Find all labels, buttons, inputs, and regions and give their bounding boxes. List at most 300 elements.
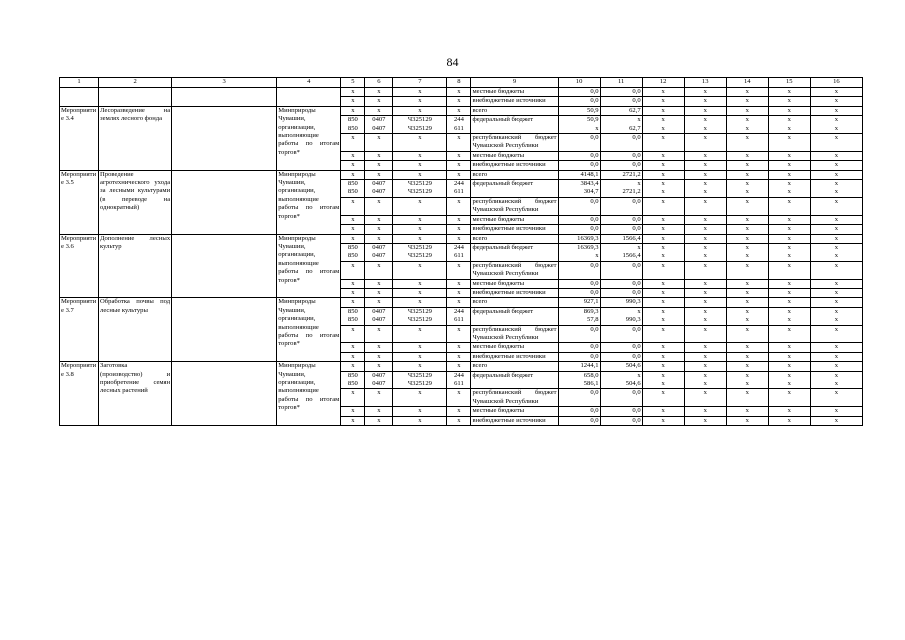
value-cell: 0,0 [600,407,642,416]
header-cell: 14 [726,78,768,88]
cell-c8: х [447,151,471,160]
cell-c8: х [447,362,471,371]
cell-c7: Ч325129 Ч325129 [393,371,447,389]
cell-c7: х [393,170,447,179]
source-cell: республиканский бюджет Чувашской Республики [472,389,557,405]
x-cell: х [684,106,726,115]
x-cell: х [726,170,768,179]
source-cell: федеральный бюджет [471,307,558,325]
table-row [60,362,863,371]
x-cell: х [768,170,810,179]
cell-c7: х [393,288,447,297]
source-cell: местные бюджеты [471,151,558,160]
x-cell: х [726,325,768,343]
x-cell: х х [642,371,684,389]
cell-c6: х [365,325,393,343]
x-cell: х [642,298,684,307]
cell-c5: х [341,261,365,279]
x-cell: х [810,215,862,224]
x-cell: х [726,234,768,243]
continuation-row [60,88,863,97]
x-cell: х [642,288,684,297]
x-cell: х [684,234,726,243]
header-cell: 4 [277,78,341,88]
cell-c8: 244 611 [447,180,471,198]
x-cell: х [642,325,684,343]
cell-c5: х [341,225,365,234]
value-cell: 0,0 [600,343,642,352]
x-cell: х [768,215,810,224]
cell-c5: х [341,352,365,361]
x-cell: х [726,362,768,371]
cell-c7: х [393,298,447,307]
x-cell: х [684,97,726,106]
x-cell: х [810,261,862,279]
x-cell: х [768,225,810,234]
header-cell: 3 [172,78,277,88]
cell-c6: х [365,288,393,297]
x-cell: х [726,389,768,407]
cell-c8: 244 611 [447,243,471,261]
x-cell: х [768,325,810,343]
empty-cell-col2 [99,88,172,107]
value-cell: 1566,4 [600,234,642,243]
x-cell: х [726,161,768,170]
cell-c8: х [447,343,471,352]
header-cell: 2 [99,78,172,88]
x-cell: х [768,352,810,361]
x-cell: х [810,97,862,106]
header-cell: 13 [684,78,726,88]
source-cell: внебюджетные источники [471,288,558,297]
cell-c6: 0407 0407 [365,116,393,134]
table-row [60,298,863,307]
header-cell: 16 [810,78,862,88]
executor-cell: Минприроды Чувашии, организации, выполняющие работы по итогам торгов* [277,106,341,170]
x-cell: х [684,225,726,234]
measure-name: Заготовка (производство) и приобретение семян лесных растений [99,362,172,426]
value-cell: 0,0 [600,261,642,279]
executor-cell: Минприроды Чувашии, организации, выполняющие работы по итогам торгов* [277,362,341,426]
executor-cell: Минприроды Чувашии, организации, выполняющие работы по итогам торгов* [277,298,341,362]
x-cell: х [642,225,684,234]
cell-c8: х [447,416,471,425]
x-cell: х [810,170,862,179]
cell-c8: х [447,288,471,297]
cell-c5: х [341,197,365,215]
x-cell: х [642,151,684,160]
x-cell: х [810,197,862,215]
x-cell: х [810,389,862,407]
value-cell: 0,0 [558,225,600,234]
x-cell: х х [810,243,862,261]
cell-c8: х [447,215,471,224]
x-cell: х [684,389,726,407]
cell-c5: х [341,298,365,307]
x-cell: х [768,389,810,407]
x-cell: х [684,298,726,307]
cell-c6: х [365,151,393,160]
cell-c5: х [341,170,365,179]
cell-c6: 0407 0407 [365,243,393,261]
x-cell: х [768,416,810,425]
x-cell: х [768,134,810,152]
value-cell: 4148,1 [558,170,600,179]
value-cell: 0,0 [558,352,600,361]
x-cell: х [684,197,726,215]
x-cell: х [642,234,684,243]
x-cell: х [642,97,684,106]
x-cell: х [642,161,684,170]
measure-label: Мероприятие 3.8 [60,362,99,426]
executor-cell: Минприроды Чувашии, организации, выполняющие работы по итогам торгов* [277,170,341,234]
x-cell: х х [810,371,862,389]
x-cell: х х [684,243,726,261]
cell-c7: х [393,362,447,371]
cell-c7: х [393,416,447,425]
cell-c6: х [365,161,393,170]
cell-c7: Ч325129 Ч325129 [393,243,447,261]
cell-c5: х [341,343,365,352]
x-cell: х х [810,116,862,134]
value-cell: 0,0 [558,343,600,352]
cell-c8: х [447,234,471,243]
x-cell: х [726,407,768,416]
cell-c5: х [341,106,365,115]
x-cell: х [684,215,726,224]
x-cell: х [726,88,768,97]
x-cell: х [726,97,768,106]
value-cell: 0,0 [558,325,600,343]
cell-c6: х [365,197,393,215]
x-cell: х х [726,180,768,198]
cell-c8: х [447,407,471,416]
source-cell: местные бюджеты [471,88,558,97]
x-cell: х х [642,116,684,134]
x-cell: х [810,362,862,371]
cell-c6: х [365,170,393,179]
cell-c8: х [447,389,471,407]
value-cell: х 1566,4 [600,243,642,261]
budget-table [59,77,863,426]
x-cell: х [810,298,862,307]
cell-c8: х [447,88,471,97]
header-cell: 5 [341,78,365,88]
value-cell: 990,3 [600,298,642,307]
measure-label: Мероприятие 3.4 [60,106,99,170]
empty-cell-col1 [60,88,99,107]
cell-c8: х [447,134,471,152]
cell-c6: х [365,416,393,425]
x-cell: х х [642,180,684,198]
x-cell: х [684,352,726,361]
x-cell: х х [726,371,768,389]
table-row [60,234,863,243]
x-cell: х [684,279,726,288]
x-cell: х [684,325,726,343]
source-cell: внебюджетные источники [471,97,558,106]
cell-c6: х [365,298,393,307]
value-cell: 0,0 [600,416,642,425]
cell-c7: х [393,389,447,407]
value-cell: 927,1 [558,298,600,307]
x-cell: х [726,225,768,234]
cell-c7: х [393,106,447,115]
x-cell: х х [810,307,862,325]
source-cell: внебюджетные источники [471,225,558,234]
x-cell: х х [768,371,810,389]
empty-cell [172,298,277,362]
cell-c7: х [393,197,447,215]
x-cell: х [810,151,862,160]
header-cell: 9 [471,78,558,88]
cell-c8: 244 611 [447,307,471,325]
cell-c8: х [447,261,471,279]
x-cell: х х [684,116,726,134]
cell-c5: х [341,88,365,97]
x-cell: х [726,151,768,160]
source-cell: федеральный бюджет [471,243,558,261]
x-cell: х [768,407,810,416]
cell-c6: 0407 0407 [365,371,393,389]
cell-c6: х [365,215,393,224]
source-cell: республиканский бюджет Чувашской Республики [472,325,557,341]
value-cell: 0,0 [600,389,642,407]
cell-c7: х [393,325,447,343]
value-cell: 0,0 [558,389,600,407]
cell-c8: х [447,325,471,343]
x-cell: х [726,298,768,307]
x-cell: х [810,343,862,352]
empty-cell [172,106,277,170]
cell-c8: 244 611 [447,371,471,389]
value-cell: 0,0 [558,197,600,215]
empty-cell-col4 [277,88,341,107]
cell-c5: х [341,97,365,106]
cell-c6: х [365,97,393,106]
cell-c5: 850 850 [341,116,365,134]
measure-label: Мероприятие 3.6 [60,234,99,298]
x-cell: х [768,279,810,288]
x-cell: х [642,197,684,215]
x-cell: х [726,106,768,115]
cell-c7: х [393,161,447,170]
value-cell: 0,0 [600,215,642,224]
x-cell: х [810,134,862,152]
value-cell: 0,0 [558,134,600,152]
value-cell: 16369,3 х [558,243,600,261]
cell-c5: х [341,416,365,425]
cell-c7: х [393,261,447,279]
value-cell: 1244,1 [558,362,600,371]
value-cell: 0,0 [600,151,642,160]
value-cell: 50,9 [558,106,600,115]
x-cell: х [768,261,810,279]
header-cell: 8 [447,78,471,88]
cell-c7: х [393,225,447,234]
value-cell: 2721,2 [600,170,642,179]
x-cell: х [642,352,684,361]
value-cell: х 62,7 [600,116,642,134]
cell-c8: х [447,197,471,215]
source-cell: местные бюджеты [471,407,558,416]
cell-c7: х [393,279,447,288]
value-cell: 50,9 х [558,116,600,134]
measure-name: Проведение агротехнического ухода за лесными культурами (в переводе на однократный) [99,170,172,234]
value-cell: 0,0 [558,279,600,288]
value-cell: 658,0 586,1 [558,371,600,389]
value-cell: 0,0 [600,134,642,152]
value-cell: х 990,3 [600,307,642,325]
source-cell: республиканский бюджет Чувашской Республики [472,197,557,214]
cell-c7: х [393,97,447,106]
source-cell: всего [471,234,558,243]
x-cell: х [810,106,862,115]
empty-cell [172,362,277,426]
value-cell: 16369,3 [558,234,600,243]
measure-name: Обработка почвы под лесные культуры [99,298,172,362]
page-number: 84 [446,55,459,69]
x-cell: х [810,161,862,170]
cell-c5: 850 850 [341,180,365,198]
cell-c8: х [447,97,471,106]
x-cell: х [684,288,726,297]
value-cell: 0,0 [600,325,642,343]
cell-c7: х [393,151,447,160]
x-cell: х [810,279,862,288]
cell-c7: х [393,134,447,152]
x-cell: х [642,170,684,179]
cell-c5: х [341,389,365,407]
value-cell: 0,0 [558,88,600,97]
header-cell: 1 [60,78,99,88]
source-cell: местные бюджеты [471,343,558,352]
value-cell: х 504,6 [600,371,642,389]
header-row [60,78,863,88]
x-cell: х [810,416,862,425]
cell-c5: х [341,279,365,288]
value-cell: 0,0 [558,416,600,425]
value-cell: 0,0 [558,161,600,170]
x-cell: х х [642,307,684,325]
source-cell: республиканский бюджет Чувашской Республики [472,261,557,278]
cell-c7: х [393,343,447,352]
cell-c7: Ч325129 Ч325129 [393,116,447,134]
x-cell: х [684,343,726,352]
x-cell: х [810,234,862,243]
cell-c5: х [341,234,365,243]
table-row [60,170,863,179]
cell-c5: х [341,134,365,152]
x-cell: х [768,88,810,97]
cell-c7: Ч325129 Ч325129 [393,307,447,325]
x-cell: х [642,407,684,416]
x-cell: х [768,298,810,307]
x-cell: х [642,343,684,352]
value-cell: 3843,4 304,7 [558,180,600,198]
x-cell: х [768,234,810,243]
x-cell: х [768,197,810,215]
x-cell: х [768,151,810,160]
x-cell: х [684,170,726,179]
cell-c8: х [447,352,471,361]
x-cell: х [726,197,768,215]
source-cell: местные бюджеты [471,215,558,224]
source-cell: внебюджетные источники [471,161,558,170]
cell-c8: х [447,170,471,179]
x-cell: х [810,325,862,343]
value-cell: 0,0 [600,197,642,215]
x-cell: х х [726,116,768,134]
cell-c5: 850 850 [341,371,365,389]
x-cell: х х [768,307,810,325]
value-cell: 0,0 [558,151,600,160]
x-cell: х х [810,180,862,198]
value-cell: 0,0 [558,407,600,416]
cell-c6: х [365,352,393,361]
source-cell: всего [471,106,558,115]
measure-label: Мероприятие 3.7 [60,298,99,362]
value-cell: 0,0 [600,225,642,234]
cell-c6: х [365,362,393,371]
x-cell: х [726,215,768,224]
cell-c5: х [341,362,365,371]
x-cell: х [684,134,726,152]
cell-c6: х [365,134,393,152]
cell-c5: 850 850 [341,243,365,261]
cell-c8: х [447,225,471,234]
cell-c6: х [365,225,393,234]
x-cell: х [642,106,684,115]
x-cell: х [684,416,726,425]
value-cell: 504,6 [600,362,642,371]
x-cell: х х [684,307,726,325]
table-body [60,78,863,426]
x-cell: х [768,288,810,297]
x-cell: х [642,88,684,97]
cell-c8: х [447,161,471,170]
cell-c5: х [341,407,365,416]
cell-c6: 0407 0407 [365,180,393,198]
cell-c7: х [393,234,447,243]
x-cell: х [684,151,726,160]
value-cell: 62,7 [600,106,642,115]
x-cell: х х [726,243,768,261]
cell-c7: х [393,407,447,416]
x-cell: х х [684,180,726,198]
value-cell: 0,0 [558,215,600,224]
source-cell: федеральный бюджет [471,116,558,134]
empty-cell [172,170,277,234]
value-cell: х 2721,2 [600,180,642,198]
x-cell: х [768,161,810,170]
value-cell: 0,0 [558,97,600,106]
x-cell: х [726,279,768,288]
source-cell: федеральный бюджет [471,371,558,389]
cell-c6: х [365,343,393,352]
x-cell: х [642,389,684,407]
empty-cell-col3 [172,88,277,107]
cell-c8: х [447,106,471,115]
x-cell: х [642,362,684,371]
x-cell: х [684,407,726,416]
x-cell: х [810,88,862,97]
cell-c6: х [365,261,393,279]
x-cell: х [768,362,810,371]
source-cell: всего [471,298,558,307]
cell-c7: Ч325129 Ч325129 [393,180,447,198]
value-cell: 0,0 [600,97,642,106]
